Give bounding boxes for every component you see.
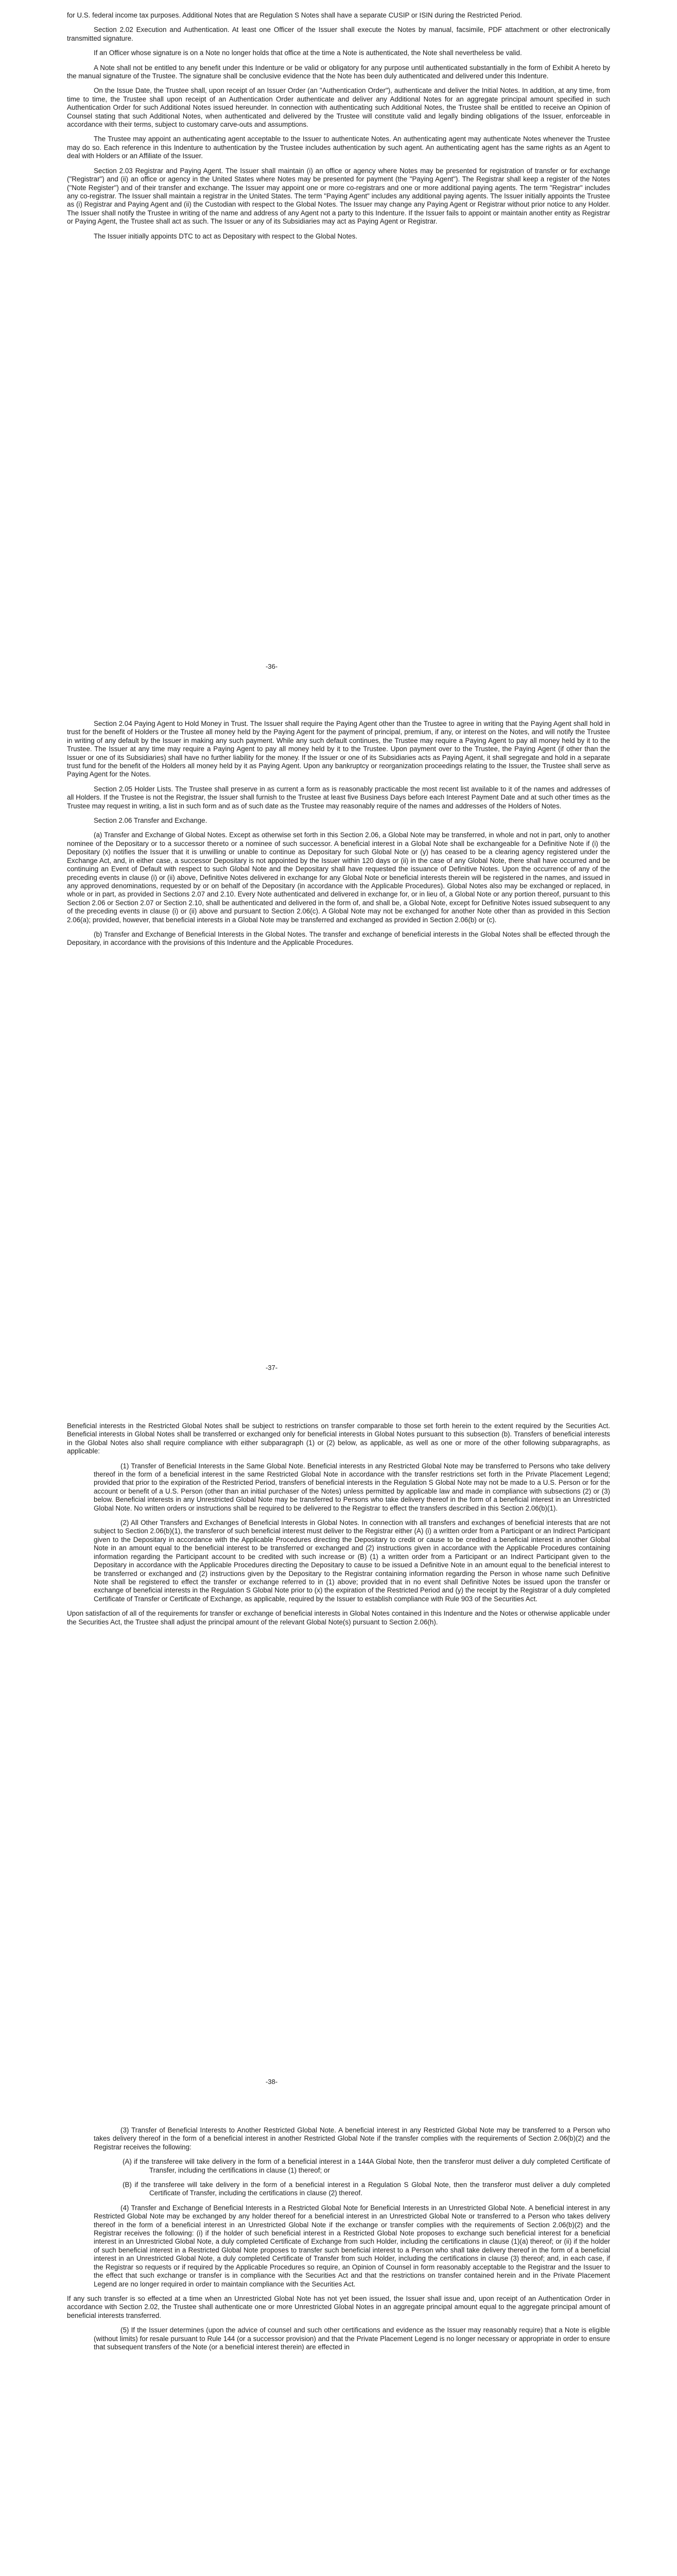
paragraph: (5) If the Issuer determines (upon the advice of counsel and such other certifications and evidence as the Issuer may reasonably require) that a Note is eligible (without limits) for resale pursuant to Rule 144 (or a successor provision) and that the Private Placement Legend is no longer necessary or appropriate in order to ensure that subsequent transfers of the Note (or a beneficial interest therein) are effected in xyxy=(94,2326,610,2351)
paragraph: (3) Transfer of Beneficial Interests to Another Restricted Global Note. A beneficial interest in any Restricted Global Note may be transferred to a Person who takes delivery thereof in the form of a beneficial interest in another Restricted Global Note if the transfer complies with the requirements of Section 2.06(b)(2) and the Registrar receives the following: xyxy=(94,2126,610,2151)
page-number: -36- xyxy=(265,663,278,670)
paragraph: Beneficial interests in the Restricted Global Notes shall be subject to restrictions on transfer comparable to those set forth herein to the extent required by the Securities Act. Beneficial interests in Global Notes shall be transferred or exchanged only for beneficial interests in Global Notes pursuant to this subsection (b). Transfers of beneficial interests in the Global Notes also shall require compliance with either subparagraph (1) or (2) below, as applicable, as well as one or more of the other following subparagraphs, as applicable: xyxy=(67,1422,610,1455)
paragraph: On the Issue Date, the Trustee shall, upon receipt of an Issuer Order (an "Authentication Order"), authenticate and deliver the Initial Notes. In addition, at any time, from time to time, the Trustee shall upon receipt of an Authentication Order authenticate and deliver any Additional Notes for an aggregate principal amount specified in such Authentication Order for such Additional Notes issued hereunder. In connection with authenticating such Additional Notes, the Trustee shall be entitled to receive an Opinion of Counsel stating that such Additional Notes, when authenticated and delivered by the Trustee will constitute valid and legally binding obligations of the Issuer, enforceable in accordance with their terms, subject to customary carve-outs and assumptions. xyxy=(67,87,610,129)
section-2-03-paragraph: Section 2.03 Registrar and Paying Agent. The Issuer shall maintain (i) an office or agency where Notes may be presented for registration of transfer or for exchange ("Registrar") and (ii) an office or agency in the United States where Notes may be presented for payment (the "Paying Agent"). The Registrar shall keep a register of the Notes ("Note Register") and of their transfer and exchange. The Issuer may appoint one or more co-registrars and one or more additional paying agents. The term "Registrar" includes any co-registrar. The Issuer shall maintain a registrar in the United States. The term "Paying Agent" includes any additional paying agents. The Issuer initially appoints the Trustee as (i) Registrar and Paying Agent and (ii) the Custodian with respect to the Global Notes. The Issuer may change any Paying Agent or Registrar without prior notice to any Holder. The Issuer shall notify the Trustee in writing of the name and address of any Agent not a party to this Indenture. If the Issuer fails to appoint or maintain another entity as Registrar or Paying Agent, the Trustee shall act as such. The Issuer or any of its Subsidiaries may act as Paying Agent or Registrar. xyxy=(67,166,610,226)
page-38 xyxy=(0,1406,610,2110)
section-2-05-paragraph: Section 2.05 Holder Lists. The Trustee shall preserve in as current a form as is reasonably practicable the most recent list available to it of the names and addresses of all Holders. If the Trustee is not the Registrar, the Issuer shall furnish to the Trustee at least five Business Days before each Interest Payment Date and at such other times as the Trustee may request in writing, a list in such form and as of such date as the Trustee may reasonably require of the names and addresses of the Holders of Notes. xyxy=(67,785,610,810)
paragraph: If any such transfer is so effected at a time when an Unrestricted Global Note has not yet been issued, the Issuer shall issue and, upon receipt of an Authentication Order in accordance with Section 2.02, the Trustee shall authenticate one or more Unrestricted Global Notes in an aggregate principal amount equal to the aggregate principal amount of beneficial interests transferred. xyxy=(67,2294,610,2319)
paragraph: If an Officer whose signature is on a Note no longer holds that office at the time a Note is authenticated, the Note shall nevertheless be valid. xyxy=(94,49,522,57)
paragraph: (A) if the transferee will take delivery in the form of a beneficial interest in a 144A Global Note, then the transferor must deliver a duly completed Certificate of Transfer, including the certifications in clause (1) thereof; or xyxy=(123,2158,610,2174)
section-2-04-paragraph: Section 2.04 Paying Agent to Hold Money in Trust. The Issuer shall require the Paying Agent other than the Trustee to agree in writing that the Paying Agent shall hold in trust for the benefit of Holders or the Trustee all money held by the Paying Agent for the payment of principal, premium, if any, or interest on the Notes, and will notify the Trustee in writing of any default by the Issuer in making any such payment. While any such default continues, the Trustee may require a Paying Agent to pay all money held by it to the Trustee. The Issuer at any time may require a Paying Agent to pay all money held by it to the Trustee. Upon payment over to the Trustee, the Paying Agent (if other than the Issuer or one of its Subsidiaries) shall have no further liability for the money. If the Issuer or one of its Subsidiaries acts as Paying Agent, it shall segregate and hold in a separate trust fund for the benefit of the Holders all money held by it as Paying Agent. Upon any bankruptcy or reorganization proceedings relating to the Issuer, the Trustee shall serve as Paying Agent for the Notes. xyxy=(67,720,610,778)
paragraph: for U.S. federal income tax purposes. Additional Notes that are Regulation S Notes shall have a separate CUSIP or ISIN during the Restricted Period. xyxy=(67,11,523,19)
paragraph: (a) Transfer and Exchange of Global Notes. Except as otherwise set forth in this Section 2.06, a Global Note may be transferred, in whole and not in part, only to another nominee of the Depositary or to a successor thereto or a nominee of such successor. A beneficial interest in a Global Note shall be exchangeable for a Definitive Note if (i) the Depositary (x) notifies the Issuer that it is unwilling or unable to continue as Depositary for such Global Note or (y) has ceased to be a clearing agency registered under the Exchange Act, and, in either case, a successor Depositary is not appointed by the Issuer within 120 days or (ii) in the case of any Global Note, there shall have occurred and be continuing an Event of Default with respect to such Global Note and the Depositary shall have requested the issuance of Definitive Notes. Upon the occurrence of any of the preceding events in clause (i) or (ii) above, Definitive Notes delivered in exchange for any Global Note or beneficial interests therein will be registered in the names, and issued in any approved denominations, requested by or on behalf of the Depositary (in accordance with the Applicable Procedures). Global Notes also may be exchanged or replaced, in whole or in part, as provided in Sections 2.07 and 2.10. Every Note authenticated and delivered in exchange for, or in lieu of, a Global Note or any portion thereof, pursuant to this Section 2.06 or Section 2.07 or Section 2.10, shall be authenticated and delivered in the form of, and shall be, a Global Note, except for Definitive Notes issued subsequent to any of the preceding events in clause (i) or (ii) above and pursuant to Section 2.06(c). A Global Note may not be exchanged for another Note other than as provided in this Section 2.06(a); provided, however, that beneficial interests in a Global Note may be transferred and exchanged as provided in Section 2.06(b) or (c). xyxy=(67,831,610,924)
paragraph: (b) Transfer and Exchange of Beneficial Interests in the Global Notes. The transfer and exchange of beneficial interests in the Global Notes shall be effected through the Depositary, in accordance with the provisions of this Indenture and the Applicable Procedures. xyxy=(67,930,610,947)
section-2-06-heading: Section 2.06 Transfer and Exchange. xyxy=(94,817,207,825)
section-2-02-paragraph: Section 2.02 Execution and Authentication. At least one Officer of the Issuer shall execute the Notes by manual, facsimile, PDF attachment or other electronically transmitted signature. xyxy=(67,26,610,42)
paragraph: (1) Transfer of Beneficial Interests in the Same Global Note. Beneficial interests in any Restricted Global Note may be transferred to Persons who take delivery thereof in the form of a beneficial interest in the same Restricted Global Note in accordance with the transfer restrictions set forth in the Private Placement Legend; provided that prior to the expiration of the Restricted Period, transfers of beneficial interests in the Regulation S Global Note may not be made to a U.S. Person or for the account or benefit of a U.S. Person (other than an initial purchaser of the Notes) unless permitted by applicable law and made in compliance with subsections (2) or (3) below. Beneficial interests in any Unrestricted Global Note may be transferred to Persons who take delivery thereof in the form of a beneficial interest in an Unrestricted Global Note. No written orders or instructions shall be required to be delivered to the Registrar to effect the transfers described in this Section 2.06(b)(1). xyxy=(94,1462,610,1512)
paragraph: A Note shall not be entitled to any benefit under this Indenture or be valid or obligatory for any purpose until authenticated substantially in the form of Exhibit A hereto by the manual signature of the Trustee. The signature shall be conclusive evidence that the Note has been duly authenticated and delivered under this Indenture. xyxy=(67,63,610,80)
paragraph: (2) All Other Transfers and Exchanges of Beneficial Interests in Global Notes. In connection with all transfers and exchanges of beneficial interests that are not subject to Section 2.06(b)(1), the transferor of such beneficial interest must deliver to the Registrar either (A) (i) a written order from a Participant or an Indirect Participant given to the Depositary in accordance with the Applicable Procedures directing the Depositary to credit or cause to be credited a beneficial interest in another Global Note in an amount equal to the beneficial interest to be transferred or exchanged and (2) instructions given in accordance with the Applicable Procedures containing information regarding the Participant account to be credited with such increase or (B) (1) a written order from a Participant or an Indirect Participant given to the Depositary in accordance with the Applicable Procedures directing the Depositary to cause to be issued a Definitive Note in an amount equal to the beneficial interest to be transferred or exchanged and (2) instructions given by the Depositary to the Registrar containing information regarding the Person in whose name such Definitive Note shall be registered to effect the transfer or exchange referred to in (1) above; provided that in no event shall Definitive Notes be issued upon the transfer or exchange of beneficial interests in the Regulation S Global Note prior to (x) the expiration of the Restricted Period and (y) the receipt by the Registrar of a duly completed Certificate of Transfer or Certificate of Exchange, as applicable, required by the Issuer to establish compliance with Rule 903 of the Securities Act. xyxy=(94,1519,610,1603)
page-37 xyxy=(0,703,610,1406)
paragraph: (B) if the transferee will take delivery in the form of a beneficial interest in a Regulation S Global Note, then the transferor must deliver a duly completed Certificate of Transfer, including the certifications in clause (2) thereof. xyxy=(123,2181,610,2197)
page-39 xyxy=(0,2110,610,2576)
paragraph: The Issuer initially appoints DTC to act as Depositary with respect to the Global Notes. xyxy=(94,232,358,240)
page-number: -37- xyxy=(265,1364,278,1371)
paragraph: (4) Transfer and Exchange of Beneficial Interests in a Restricted Global Note for Beneficial Interests in an Unrestricted Global Note. A beneficial interest in any Restricted Global Note may be exchanged by any holder thereof for a beneficial interest in an Unrestricted Global Note or transferred to a Person who takes delivery thereof in the form of a beneficial interest in an Unrestricted Global Note if the exchange or transfer complies with the requirements of Section 2.06(b)(2) and the Registrar receives the following: (i) if the holder of such beneficial interest in a Restricted Global Note proposes to exchange such beneficial interest for a beneficial interest in an Unrestricted Global Note, a duly completed Certificate of Exchange from such Holder, including the certifications in clause (1)(a) thereof; or (ii) if the holder of such beneficial interest in a Restricted Global Note proposes to transfer such beneficial interest to a Person who shall take delivery thereof in the form of a beneficial interest in an Unrestricted Global Note, a duly completed Certificate of Transfer from such Holder, including the certifications in clause (3) thereof; and, in each case, if the Registrar so requests or if required by the Applicable Procedures so require, an Opinion of Counsel in form reasonably acceptable to the Registrar and the Issuer to the effect that such exchange or transfer is in compliance with the Securities Act and that the restrictions on transfer contained herein and in the Private Placement Legend are no longer required in order to maintain compliance with the Securities Act. xyxy=(94,2204,610,2288)
paragraph: Upon satisfaction of all of the requirements for transfer or exchange of beneficial interests in Global Notes contained in this Indenture and the Notes or otherwise applicable under the Securities Act, the Trustee shall adjust the principal amount of the relevant Global Note(s) pursuant to Section 2.06(h). xyxy=(67,1609,610,1626)
paragraph: The Trustee may appoint an authenticating agent acceptable to the Issuer to authenticate Notes. An authenticating agent may authenticate Notes whenever the Trustee may do so. Each reference in this Indenture to authentication by the Trustee includes authentication by such agent. An authenticating agent has the same rights as an Agent to deal with Holders or an Affiliate of the Issuer. xyxy=(67,135,610,160)
page-38-body xyxy=(0,1422,677,1633)
page-36 xyxy=(0,0,610,703)
page-37-body xyxy=(0,720,677,954)
page-36-body xyxy=(0,11,677,247)
page-number: -38- xyxy=(265,2078,278,2086)
page-39-body xyxy=(0,2126,677,2358)
